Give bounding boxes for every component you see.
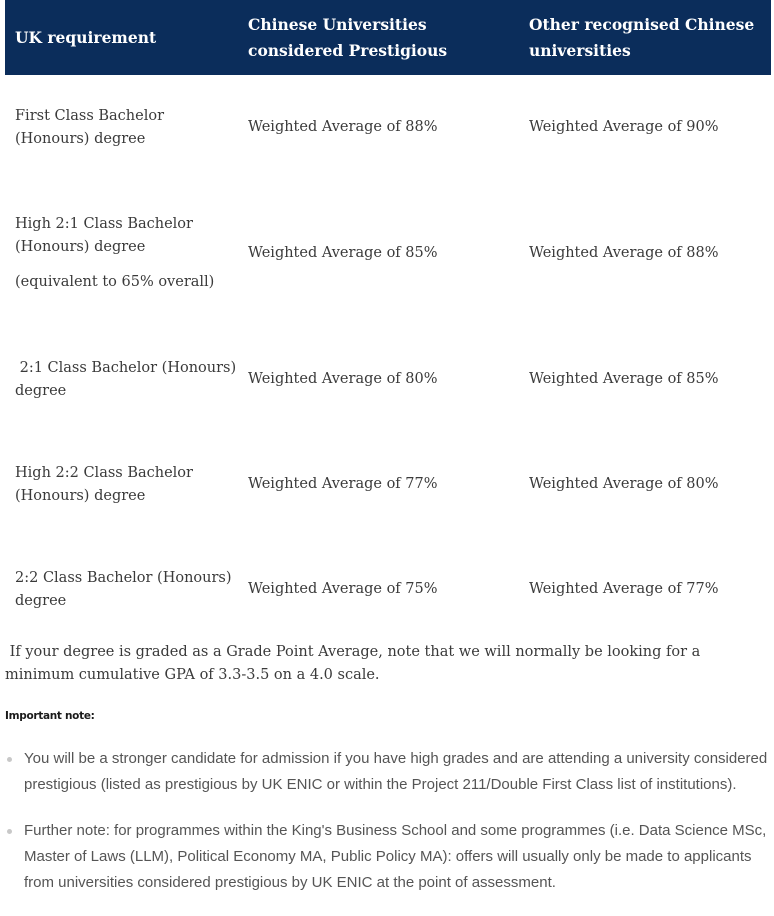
header-prestigious-universities: Chinese Universities considered Prestigious: [248, 14, 448, 60]
prestigious-cell: Weighted Average of 75%: [248, 581, 438, 597]
other-cell: Weighted Average of 85%: [529, 371, 719, 387]
requirement-cell: [5, 213, 238, 294]
table-row: [5, 75, 771, 180]
requirement-text: First Class Bachelor (Honours) degree: [15, 107, 165, 147]
important-note-heading: Important note:: [5, 710, 95, 722]
table-row: [5, 537, 771, 642]
table-header: [5, 0, 771, 75]
prestigious-cell: Weighted Average of 77%: [248, 476, 438, 492]
other-cell: Weighted Average of 77%: [529, 581, 719, 597]
prestigious-cell: Weighted Average of 88%: [248, 119, 438, 135]
bullet-dot-icon: [7, 829, 12, 834]
requirement-cell: [5, 105, 238, 151]
bullet-dot-icon: [7, 757, 12, 762]
table-row: [5, 327, 771, 432]
other-cell: Weighted Average of 90%: [529, 119, 719, 135]
header-uk-requirement: UK requirement: [15, 27, 157, 47]
table-row: [5, 432, 771, 537]
important-note-list: [5, 746, 771, 916]
requirement-text: 2:2 Class Bachelor (Honours) degree: [15, 569, 232, 609]
prestigious-cell: Weighted Average of 85%: [248, 245, 438, 261]
other-cell: Weighted Average of 88%: [529, 245, 719, 261]
entry-requirements-table: [5, 0, 771, 642]
requirement-text: High 2:2 Class Bachelor (Honours) degree: [15, 464, 193, 504]
requirement-cell: [5, 567, 238, 613]
requirement-cell: [5, 462, 238, 508]
gpa-note: If your degree is graded as a Grade Point Average, note that we will normally be looking for a minimum cumulative GPA of 3.3-3.5 on a 4.0 scale.: [5, 644, 705, 683]
table-row: [5, 180, 771, 327]
requirement-equivalence: (equivalent to 65% overall): [15, 274, 215, 290]
other-cell: Weighted Average of 80%: [529, 476, 719, 492]
requirement-cell: [5, 357, 241, 403]
requirement-text: High 2:1 Class Bachelor (Honours) degree: [15, 216, 193, 255]
requirement-text: 2:1 Class Bachelor (Honours) degree: [15, 359, 241, 399]
list-item-text: You will be a stronger candidate for admission if you have high grades and are attending a university considered prestigious (listed as prestigious by UK ENIC or within the Project 211/Double First Class list of institutions).: [24, 750, 768, 793]
header-other-universities: Other recognised Chinese universities: [529, 14, 755, 60]
list-item: [5, 818, 771, 896]
prestigious-cell: Weighted Average of 80%: [248, 371, 438, 387]
list-item: [5, 746, 771, 798]
list-item-text: Further note: for programmes within the King's Business School and some programmes (i.e. Data Science MSc, Master of Laws (LLM), Political Economy MA, Public Policy MA): offers will usually only be made to applicants from universities considered prestigious by UK ENIC at the point of assessment.: [24, 822, 767, 891]
